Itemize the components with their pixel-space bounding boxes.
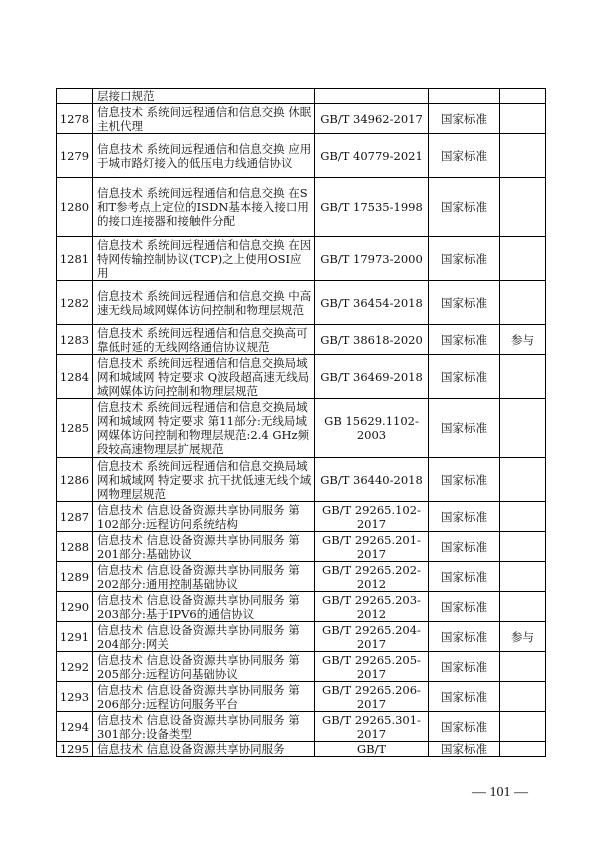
standard-code — [315, 89, 429, 104]
standard-type: 国家标准 — [429, 355, 500, 399]
standard-type: 国家标准 — [429, 742, 500, 757]
row-number: 1294 — [57, 712, 93, 742]
standard-type: 国家标准 — [429, 682, 500, 712]
standard-code: GB/T 17535-1998 — [315, 178, 429, 237]
participation — [500, 399, 546, 458]
standard-type: 国家标准 — [429, 562, 500, 592]
participation — [500, 458, 546, 502]
table-row — [57, 399, 546, 458]
participation — [500, 178, 546, 237]
participation — [500, 742, 546, 757]
participation — [500, 104, 546, 134]
row-number: 1292 — [57, 652, 93, 682]
standard-name: 信息技术 信息设备资源共享协同服务 第206部分:远程访问服务平台 — [93, 682, 315, 712]
row-number: 1290 — [57, 592, 93, 622]
standard-name: 信息技术 信息设备资源共享协同服务 第203部分:基于IPV6的通信协议 — [93, 592, 315, 622]
standards-table — [56, 88, 546, 757]
standard-code: GB/T 40779-2021 — [315, 134, 429, 178]
participation: 参与 — [500, 325, 546, 355]
row-number: 1279 — [57, 134, 93, 178]
standard-code: GB/T 29265.203-2012 — [315, 592, 429, 622]
standard-code: GB/T — [315, 742, 429, 757]
table-row — [57, 712, 546, 742]
participation — [500, 502, 546, 532]
standard-code: GB 15629.1102-2003 — [315, 399, 429, 458]
standard-name: 信息技术 系统间远程通信和信息交换 应用于城市路灯接入的低压电力线通信协议 — [93, 134, 315, 178]
standard-type: 国家标准 — [429, 652, 500, 682]
standard-name: 信息技术 信息设备资源共享协同服务 — [93, 742, 315, 757]
participation: 参与 — [500, 622, 546, 652]
participation — [500, 562, 546, 592]
standard-type: 国家标准 — [429, 104, 500, 134]
row-number: 1291 — [57, 622, 93, 652]
table-row — [57, 237, 546, 281]
standard-name: 信息技术 系统间远程通信和信息交换 在因特网传输控制协议(TCP)之上使用OSI应用 — [93, 237, 315, 281]
table-row — [57, 532, 546, 562]
row-number: 1284 — [57, 355, 93, 399]
standard-name: 信息技术 系统间远程通信和信息交换局域网和城域网 特定要求 抗干扰低速无线个域网物理层规范 — [93, 458, 315, 502]
participation — [500, 712, 546, 742]
standard-type: 国家标准 — [429, 622, 500, 652]
standard-code: GB/T 17973-2000 — [315, 237, 429, 281]
standard-type: 国家标准 — [429, 458, 500, 502]
standard-code: GB/T 29265.206-2017 — [315, 682, 429, 712]
standard-name: 信息技术 信息设备资源共享协同服务 第201部分:基础协议 — [93, 532, 315, 562]
standard-name: 信息技术 信息设备资源共享协同服务 第202部分:通用控制基础协议 — [93, 562, 315, 592]
row-number: 1281 — [57, 237, 93, 281]
row-number: 1283 — [57, 325, 93, 355]
standard-code: GB/T 34962-2017 — [315, 104, 429, 134]
participation — [500, 652, 546, 682]
table-row — [57, 682, 546, 712]
participation — [500, 89, 546, 104]
standard-code: GB/T 38618-2020 — [315, 325, 429, 355]
standard-code: GB/T 29265.204-2017 — [315, 622, 429, 652]
standard-name: 信息技术 信息设备资源共享协同服务 第204部分:网关 — [93, 622, 315, 652]
participation — [500, 134, 546, 178]
table-row — [57, 325, 546, 355]
standard-type — [429, 89, 500, 104]
standard-type: 国家标准 — [429, 712, 500, 742]
participation — [500, 237, 546, 281]
standard-type: 国家标准 — [429, 178, 500, 237]
row-number: 1278 — [57, 104, 93, 134]
standard-code: GB/T 36454-2018 — [315, 281, 429, 325]
table-row — [57, 502, 546, 532]
row-number: 1287 — [57, 502, 93, 532]
standard-name: 信息技术 系统间远程通信和信息交换高可靠低时延的无线网络通信协议规范 — [93, 325, 315, 355]
table-row — [57, 281, 546, 325]
row-number — [57, 89, 93, 104]
participation — [500, 682, 546, 712]
standard-name: 信息技术 信息设备资源共享协同服务 第301部分:设备类型 — [93, 712, 315, 742]
table-row — [57, 89, 546, 104]
table-row — [57, 458, 546, 502]
standard-name: 信息技术 系统间远程通信和信息交换 中高速无线局域网媒体访问控制和物理层规范 — [93, 281, 315, 325]
table-row — [57, 652, 546, 682]
participation — [500, 592, 546, 622]
table-row — [57, 104, 546, 134]
standard-name: 信息技术 系统间远程通信和信息交换局域网和城域网 特定要求 第11部分:无线局域网媒体访问控制和物理层规范:2.4 GHz频段较高速物理层扩展规范 — [93, 399, 315, 458]
row-number: 1288 — [57, 532, 93, 562]
table-row — [57, 742, 546, 757]
standard-type: 国家标准 — [429, 502, 500, 532]
row-number: 1282 — [57, 281, 93, 325]
standard-type: 国家标准 — [429, 399, 500, 458]
table-row — [57, 134, 546, 178]
standard-code: GB/T 29265.102-2017 — [315, 502, 429, 532]
standard-code: GB/T 29265.301-2017 — [315, 712, 429, 742]
standard-type: 国家标准 — [429, 134, 500, 178]
standard-code: GB/T 36469-2018 — [315, 355, 429, 399]
row-number: 1293 — [57, 682, 93, 712]
standard-name: 信息技术 系统间远程通信和信息交换 在S和T参考点上定位的ISDN基本接入接口用的接口连接器和接触件分配 — [93, 178, 315, 237]
standard-type: 国家标准 — [429, 532, 500, 562]
row-number: 1286 — [57, 458, 93, 502]
participation — [500, 281, 546, 325]
standard-type: 国家标准 — [429, 592, 500, 622]
row-number: 1280 — [57, 178, 93, 237]
standard-type: 国家标准 — [429, 237, 500, 281]
row-number: 1289 — [57, 562, 93, 592]
standard-code: GB/T 29265.205-2017 — [315, 652, 429, 682]
standard-type: 国家标准 — [429, 281, 500, 325]
table-row — [57, 562, 546, 592]
row-number: 1285 — [57, 399, 93, 458]
participation — [500, 355, 546, 399]
table-row — [57, 622, 546, 652]
standard-code: GB/T 36440-2018 — [315, 458, 429, 502]
table-row — [57, 178, 546, 237]
standard-code: GB/T 29265.201-2017 — [315, 532, 429, 562]
standard-name: 信息技术 系统间远程通信和信息交换局域网和城域网 特定要求 Q波段超高速无线局域网媒体访问控制和物理层规范 — [93, 355, 315, 399]
page-number: — 101 — — [472, 785, 528, 800]
row-number: 1295 — [57, 742, 93, 757]
standard-name: 层接口规范 — [93, 89, 315, 104]
standard-code: GB/T 29265.202-2012 — [315, 562, 429, 592]
standard-name: 信息技术 信息设备资源共享协同服务 第102部分:远程访问系统结构 — [93, 502, 315, 532]
participation — [500, 532, 546, 562]
standard-name: 信息技术 信息设备资源共享协同服务 第205部分:远程访问基础协议 — [93, 652, 315, 682]
standard-type: 国家标准 — [429, 325, 500, 355]
table-row — [57, 355, 546, 399]
table-row — [57, 592, 546, 622]
standard-name: 信息技术 系统间远程通信和信息交换 休眠主机代理 — [93, 104, 315, 134]
